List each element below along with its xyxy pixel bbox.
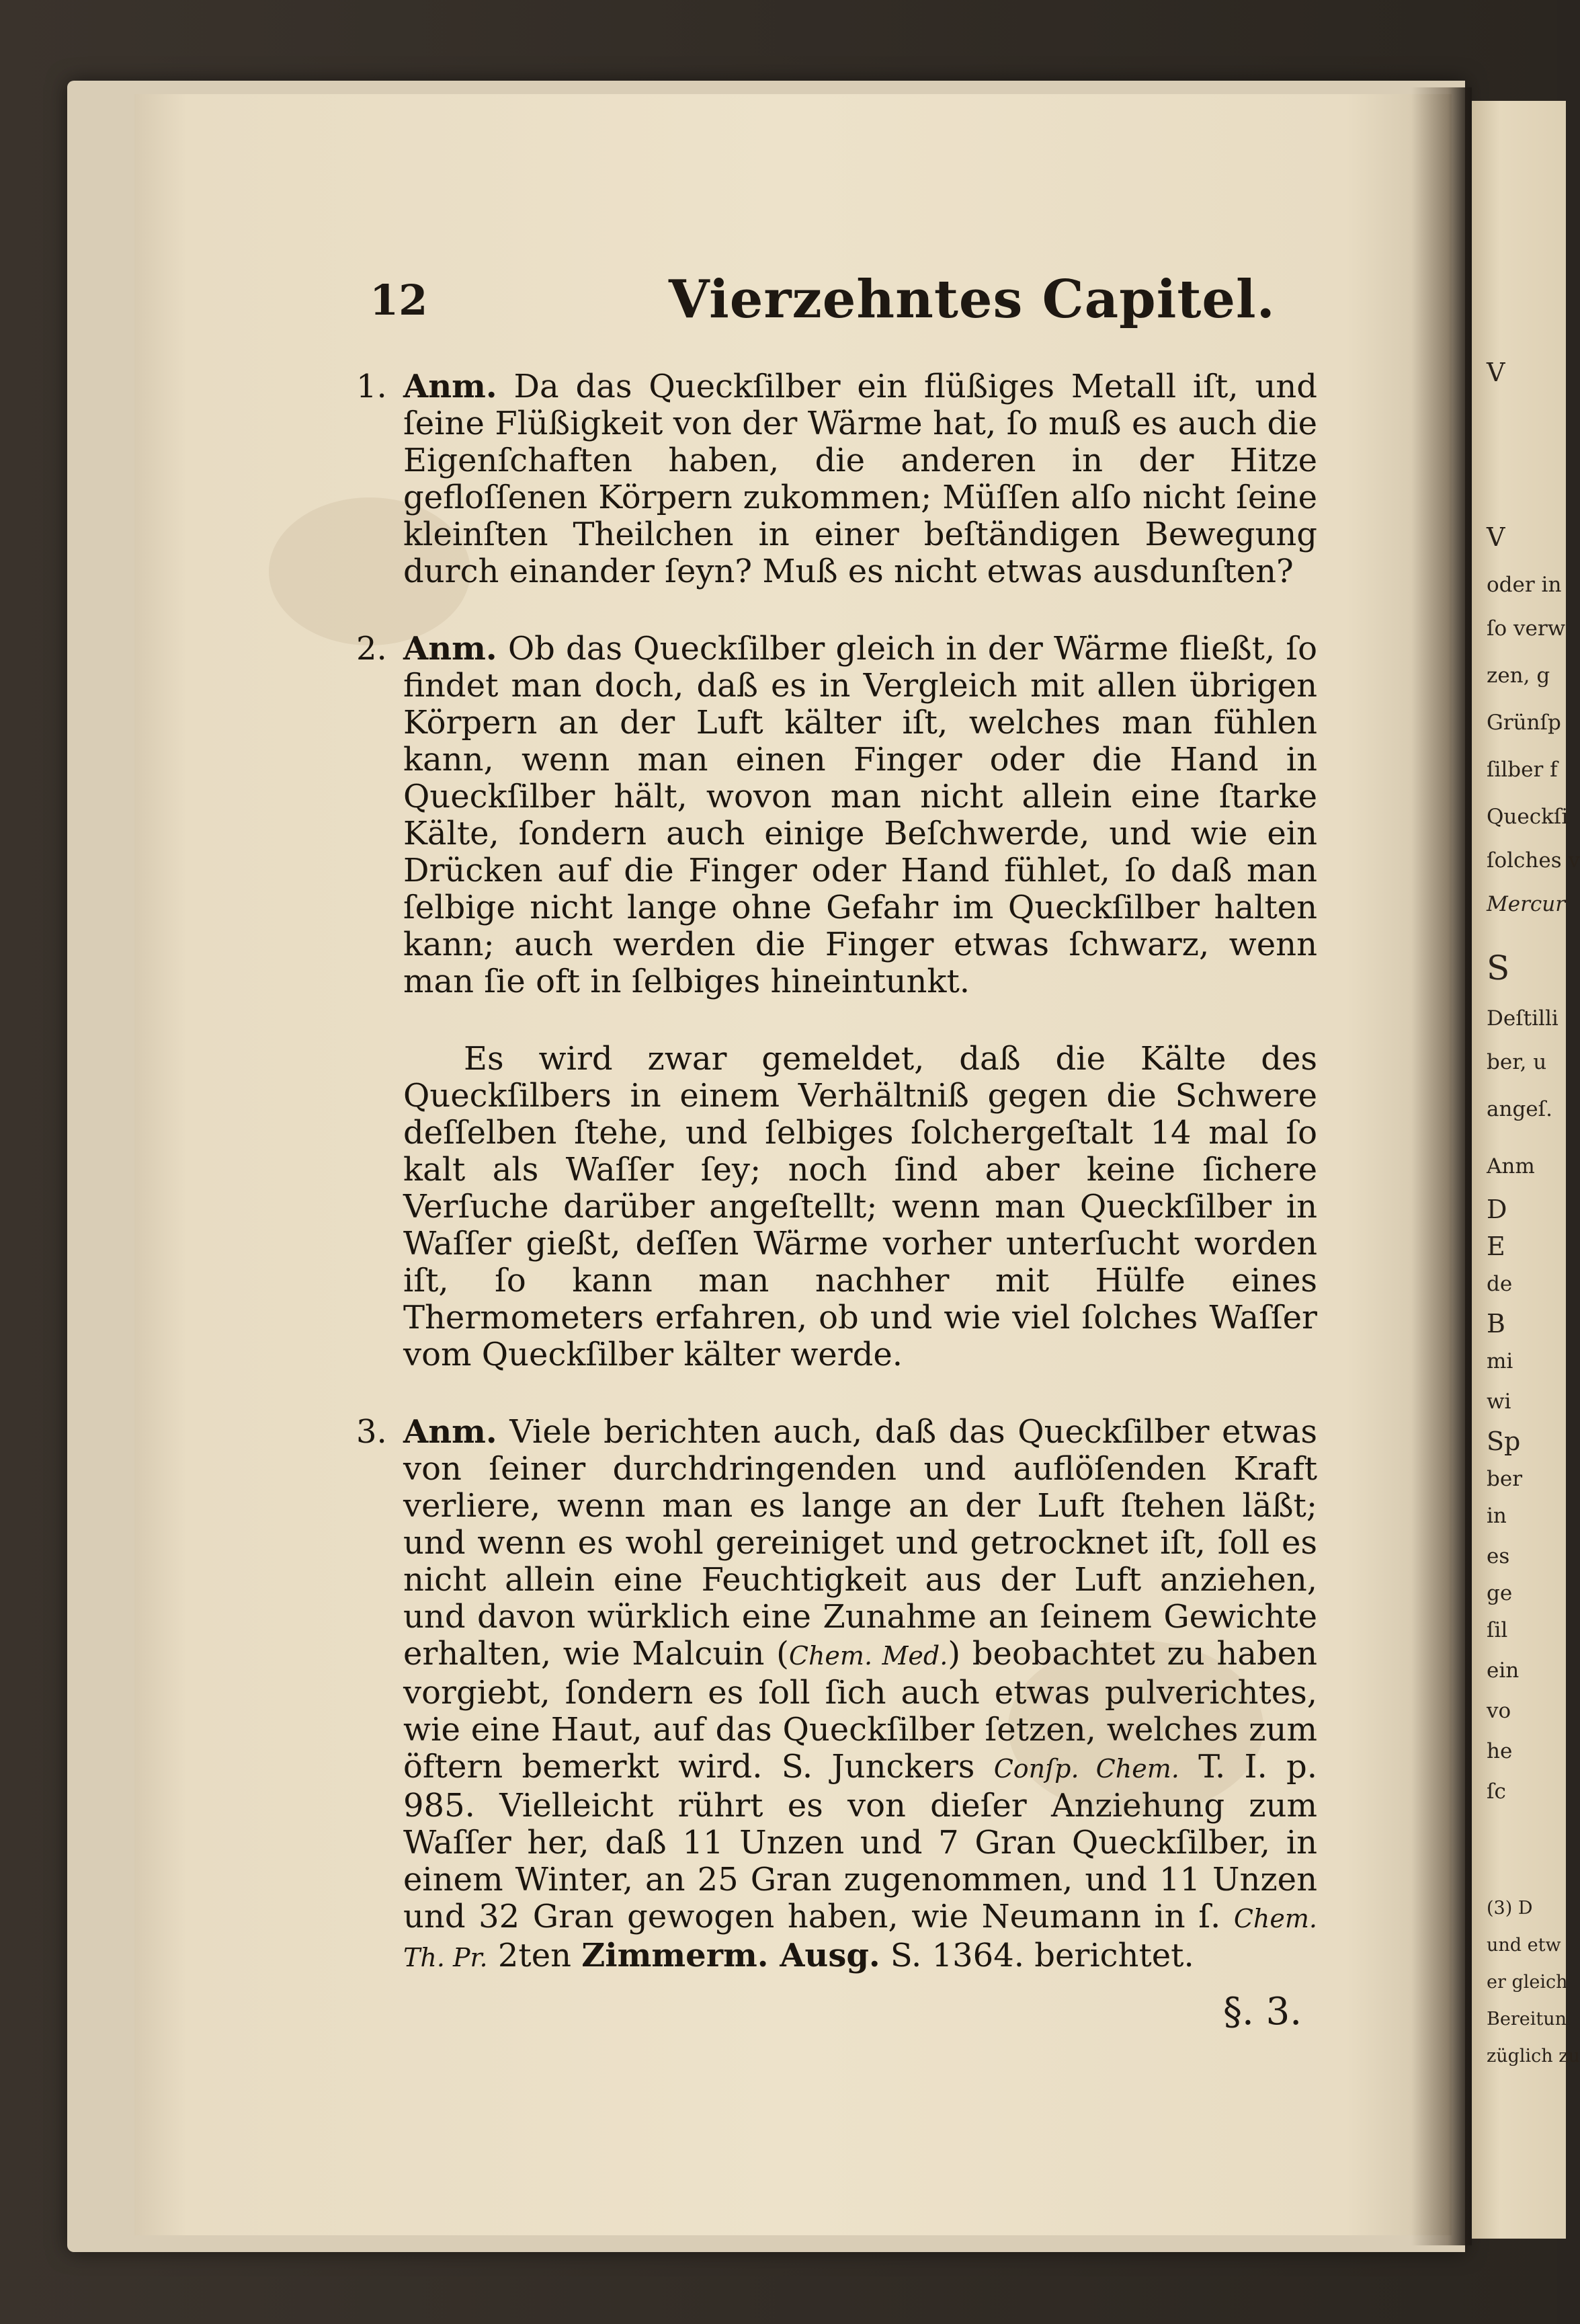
facing-text: Grünſp (1487, 711, 1561, 735)
note-3 (356, 1413, 1318, 1976)
note-text: 2ten (487, 1937, 582, 1974)
page-header (370, 269, 1378, 343)
citation-latin: Chem. Th. Pr. (403, 1904, 1317, 1972)
page-body (356, 368, 1318, 1976)
facing-text: ſilber f (1487, 758, 1558, 782)
citation-latin: Conſp. Chem. (993, 1754, 1179, 1784)
facing-text: in (1487, 1504, 1507, 1528)
facing-text: züglich zu (1487, 2046, 1580, 2067)
page-number: 12 (370, 276, 428, 325)
facing-text: wi (1487, 1390, 1511, 1414)
facing-text: D (1487, 1195, 1507, 1224)
facing-text: (3) D (1487, 1898, 1533, 1919)
facing-text: V (1487, 522, 1505, 552)
facing-text: er gleich (1487, 1972, 1568, 1993)
facing-text: vo (1487, 1699, 1511, 1723)
facing-text: B (1487, 1309, 1505, 1338)
note-label: Anm. (403, 1413, 497, 1451)
facing-text: mi (1487, 1349, 1513, 1373)
facing-text: ein (1487, 1658, 1520, 1683)
facing-text: he (1487, 1739, 1513, 1763)
facing-text: ſc (1487, 1779, 1506, 1804)
facing-text: Sp (1487, 1427, 1521, 1456)
catchword: §. 3. (1223, 1990, 1302, 2034)
facing-text: angeſ. (1487, 1097, 1552, 1121)
facing-text: ber, u (1487, 1050, 1547, 1074)
citation-bold: Zimmerm. Ausg. (581, 1937, 880, 1974)
note-2 (356, 630, 1317, 1000)
facing-text: ge (1487, 1581, 1513, 1605)
note-text: T. I. p. 985. Vielleicht rührt es von dieſer Anziehung zum Waſſer her, daß 11 Unzen und 7 Gran Queckſilber, in einem Winter, an 25 Gran zugenommen, und 11 Unzen und 32 Gran gewogen haben, wie Neumann in ſ. (403, 1748, 1317, 1935)
facing-text: ſo verw (1487, 616, 1566, 641)
note-1 (356, 368, 1318, 590)
note-text: S. 1364. berichtet. (880, 1937, 1194, 1974)
facing-text: Deſtilli (1487, 1006, 1558, 1031)
facing-text: de (1487, 1272, 1513, 1296)
facing-text: Queckſi (1487, 805, 1569, 829)
facing-text: S (1487, 949, 1510, 988)
running-head: Vierzehntes Capitel. (669, 269, 1276, 330)
facing-text: Mercur (1487, 892, 1566, 916)
facing-text: ber (1487, 1467, 1523, 1491)
facing-text: Anm (1487, 1154, 1535, 1178)
note-text: Da das Queckſilber ein flüßiges Metall iſt, und ſeine Flüßigkeit von der Wärme hat, ſo muß es auch die Eigenſchaften haben, die anderen in der Hitze gefloſſenen Körpern zukommen; Müſſen alſo nicht ſeine kleinſten Theilchen in einer beſtändigen Bewegung durch einander ſeyn? Muß es nicht etwas ausdunſten? (403, 368, 1318, 590)
note-marker: 3. (356, 1413, 387, 1451)
facing-text: E (1487, 1232, 1505, 1261)
note-label: Anm. (403, 368, 497, 405)
facing-text: V (1487, 358, 1505, 387)
facing-page-fragment (1472, 101, 1580, 2239)
note-text: Viele berichten auch, daß das Queckſilber etwas von ſeiner durchdringenden und auflöſenden Kraft verliere, wenn man es lange an der Luft ſtehen läßt; und wenn es wohl gereiniget und getrocknet iſt, ſoll es nicht allein eine Feuchtigkeit aus der Luft anziehen, und davon würklich eine Zunahme an ſeinem Gewichte erhalten, wie Malcuin ( (403, 1413, 1317, 1673)
note-label: Anm. (403, 630, 497, 668)
note-text: Ob das Queckſilber gleich in der Wärme fließt, ſo findet man doch, daß es in Vergleich mit allen übrigen Körpern an der Luft kälter iſt, welches man fühlen kann, wenn man einen Finger oder die Hand in Queckſilber hält, wovon man nicht allein eine ſtarke Kälte, ſondern auch einige Beſchwerde, und wie ein Drücken auf die Finger oder Hand fühlet, ſo daß man ſelbige nicht lange ohne Gefahr im Queckſilber halten kann; auch werden die Finger etwas ſchwarz, wenn man ſie oft in ſelbiges hineintunkt. (403, 630, 1317, 1000)
facing-text: ſolches v (1487, 848, 1580, 873)
facing-text: oder in (1487, 573, 1562, 597)
facing-text: ſil (1487, 1618, 1508, 1642)
note-text: ) beobachtet zu haben vorgiebt, ſondern es ſoll ſich auch etwas pulverichtes, wie eine Haut, auf das Queckſilber ſetzen, welches zum öftern bemerkt wird. S. Junckers (403, 1635, 1318, 1786)
note-marker: 2. (356, 630, 387, 668)
book-gutter-shadow (1411, 87, 1472, 2245)
note-2-continuation (403, 1041, 1317, 1373)
paragraph-text: Es wird zwar gemeldet, daß die Kälte des Queckſilbers in einem Verhältniß gegen die Schwere deſſelben ſtehe, und ſelbiges ſolchergeſtalt 14 mal ſo kalt als Waſſer ſey; noch ſind aber keine ſichere Verſuche darüber angeſtellt; wenn man Queckſilber in Waſſer gießt, deſſen Wärme vorher unterſucht worden iſt, ſo kann man nachher mit Hülfe eines Thermometers erfahren, ob und wie viel ſolches Waſſer vom Queckſilber kälter werde. (403, 1040, 1317, 1373)
note-marker: 1. (356, 368, 387, 405)
facing-text: Bereitun (1487, 2009, 1567, 2030)
facing-text: und etw (1487, 1935, 1561, 1956)
citation-latin: Chem. Med. (788, 1641, 948, 1671)
facing-text: es (1487, 1544, 1510, 1568)
facing-text: zen, g (1487, 664, 1550, 688)
